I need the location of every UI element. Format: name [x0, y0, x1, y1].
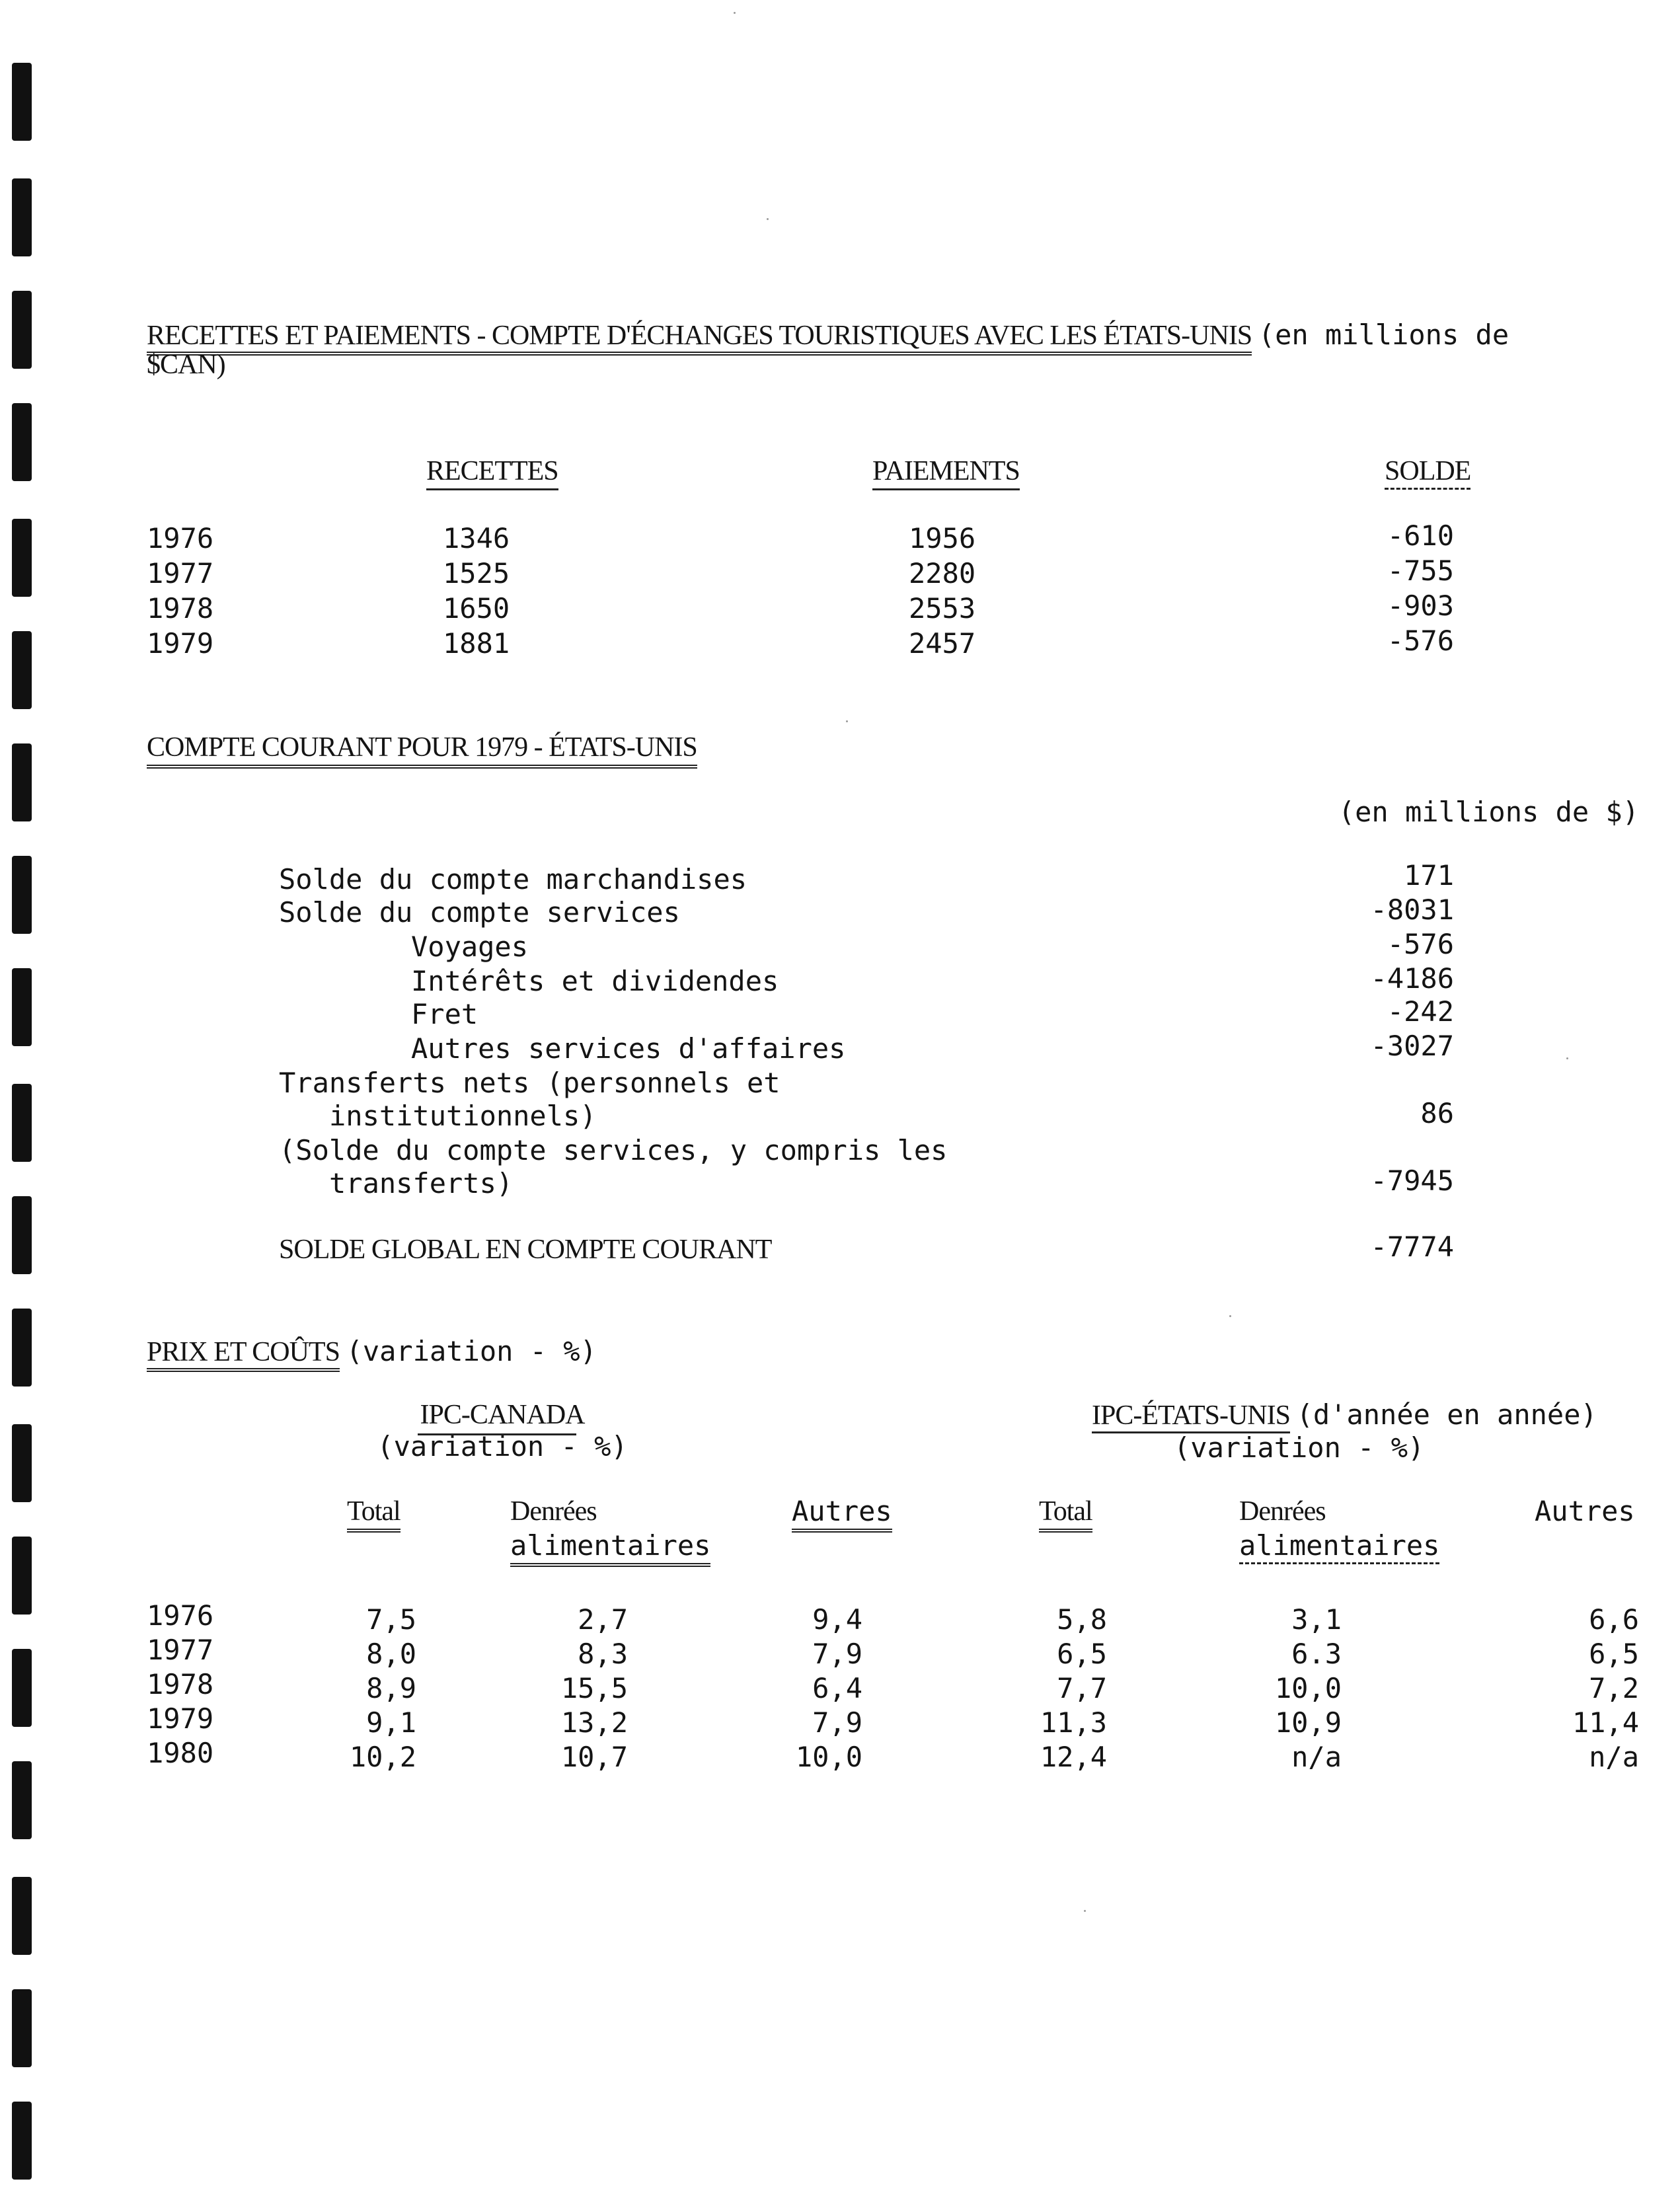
solde-value: -576: [1387, 625, 1454, 657]
us-denrees-value: 3,1: [1291, 1603, 1342, 1636]
scan-speck: [1566, 1057, 1568, 1059]
row-year: 1979: [147, 627, 214, 660]
binder-hole-mark: [12, 1196, 32, 1274]
paiements-value: 2457: [909, 627, 976, 660]
binder-hole-mark: [12, 291, 32, 369]
group-ipc-canada: [357, 1398, 648, 1463]
col-header-autres-ca: Autres: [792, 1495, 892, 1533]
scan-speck: [1229, 1315, 1231, 1317]
ca-denrees-value: 2,7: [578, 1603, 628, 1636]
binder-hole-mark: [12, 519, 32, 597]
us-autres-value: 7,2: [1589, 1672, 1639, 1704]
ca-total-value: 8,0: [366, 1638, 416, 1670]
ca-denrees-value: 8,3: [578, 1638, 628, 1670]
list-item-value: -3027: [1370, 1030, 1454, 1062]
us-autres-value: 11,4: [1572, 1706, 1639, 1739]
col-header-alimentaires-ca: alimentaires: [510, 1529, 710, 1567]
ca-autres-value: 7,9: [812, 1706, 862, 1739]
binder-hole-mark: [12, 1761, 32, 1839]
us-total-value: 6,5: [1057, 1638, 1107, 1670]
row-year: 1977: [147, 1634, 214, 1666]
scan-speck: [1084, 1910, 1086, 1912]
scan-speck: [734, 12, 736, 14]
list-item-label: Solde du compte services: [279, 896, 680, 929]
list-item-label: (Solde du compte services, y compris les: [279, 1134, 948, 1166]
us-autres-value: 6,5: [1589, 1638, 1639, 1670]
us-denrees-value: 6.3: [1291, 1638, 1342, 1670]
row-year: 1976: [147, 1599, 214, 1632]
list-item-value: -242: [1387, 995, 1454, 1028]
us-total-value: 12,4: [1040, 1741, 1107, 1773]
section2-unit: (en millions de $): [1338, 796, 1639, 828]
ca-denrees-value: 10,7: [560, 1741, 628, 1773]
ca-total-value: 9,1: [366, 1706, 416, 1739]
recettes-value: 1346: [443, 522, 510, 554]
us-total-value: 5,8: [1057, 1603, 1107, 1636]
row-year: 1980: [147, 1737, 214, 1769]
binder-hole-mark: [12, 403, 32, 481]
solde-value: -755: [1387, 554, 1454, 587]
col-header-solde: SOLDE: [1385, 455, 1470, 490]
group-ipc-us-title: IPC-ÉTATS-UNIS: [1092, 1400, 1290, 1433]
binder-hole-mark: [12, 1424, 32, 1502]
binder-hole-mark: [12, 1537, 32, 1615]
list-item-value: -576: [1387, 928, 1454, 960]
list-item-label: Fret: [411, 998, 478, 1030]
row-year: 1979: [147, 1702, 214, 1735]
binder-hole-mark: [12, 178, 32, 256]
group-ipc-us-subtitle: (variation - %): [1174, 1431, 1425, 1464]
row-year: 1978: [147, 1668, 214, 1700]
us-total-value: 7,7: [1057, 1672, 1107, 1704]
binder-hole-mark: [12, 2102, 32, 2180]
ca-total-value: 10,2: [349, 1741, 416, 1773]
group-ipc-canada-title: IPC-CANADA: [420, 1400, 585, 1430]
list-item-label: Voyages: [411, 931, 529, 963]
binder-hole-mark: [12, 856, 32, 934]
us-total-value: 11,3: [1040, 1706, 1107, 1739]
col-header-alimentaires-us: alimentaires: [1239, 1529, 1439, 1564]
binder-hole-mark: [12, 631, 32, 709]
us-denrees-value: n/a: [1291, 1741, 1342, 1773]
list-item-value: 86: [1420, 1097, 1454, 1129]
list-item-label: Autres services d'affaires: [411, 1032, 846, 1065]
section1-title-suffix: (en millions de: [1258, 319, 1509, 351]
recettes-value: 1525: [443, 557, 510, 590]
section3-title: [147, 1335, 597, 1369]
row-year: 1977: [147, 557, 214, 590]
col-header-denrees-ca: Denrées: [510, 1496, 597, 1527]
col-header-total-us: Total: [1039, 1495, 1092, 1533]
list-item-value: -4186: [1370, 962, 1454, 995]
binder-hole-mark: [12, 1649, 32, 1727]
binder-hole-mark: [12, 1084, 32, 1162]
group-ipc-us: [1092, 1398, 1597, 1432]
paiements-value: 1956: [909, 522, 976, 554]
binder-hole-mark: [12, 1877, 32, 1955]
binder-hole-mark: [12, 1309, 32, 1387]
list-item-value: -8031: [1370, 894, 1454, 926]
binder-hole-mark: [12, 968, 32, 1046]
us-denrees-value: 10,9: [1274, 1706, 1342, 1739]
list-item-label: Solde du compte marchandises: [279, 863, 747, 895]
list-item-value: -7945: [1370, 1164, 1454, 1197]
group-ipc-canada-subtitle: (variation - %): [377, 1430, 628, 1463]
col-header-recettes: RECETTES: [426, 455, 558, 490]
binder-hole-mark: [12, 63, 32, 141]
solde-value: -903: [1387, 590, 1454, 622]
row-year: 1976: [147, 522, 214, 554]
section1-title: [147, 319, 1509, 352]
list-item-value: 171: [1404, 859, 1454, 892]
ca-autres-value: 10,0: [795, 1741, 862, 1773]
paiements-value: 2553: [909, 592, 976, 625]
list-item-label: Transferts nets (personnels et: [279, 1067, 781, 1099]
col-header-paiements: PAIEMENTS: [872, 455, 1020, 490]
solde-value: -610: [1387, 519, 1454, 552]
row-year: 1978: [147, 592, 214, 625]
ca-denrees-value: 15,5: [560, 1672, 628, 1704]
recettes-value: 1881: [443, 627, 510, 660]
section3-title-underlined: PRIX ET COÛTS: [147, 1337, 340, 1372]
section3-title-suffix: (variation - %): [346, 1335, 597, 1367]
col-header-denrees-us: Denrées: [1239, 1496, 1326, 1527]
ca-total-value: 7,5: [366, 1603, 416, 1636]
binder-hole-mark: [12, 743, 32, 821]
group-ipc-us-suffix: (d'année en année): [1296, 1398, 1597, 1431]
scan-speck: [846, 720, 848, 722]
section1-title-line2: $CAN): [147, 350, 225, 380]
ca-autres-value: 6,4: [812, 1672, 862, 1704]
col-header-total-ca: Total: [347, 1495, 401, 1533]
us-denrees-value: 10,0: [1274, 1672, 1342, 1704]
ca-total-value: 8,9: [366, 1672, 416, 1704]
scan-speck: [767, 218, 769, 220]
list-item-label: SOLDE GLOBAL EN COMPTE COURANT: [279, 1235, 772, 1265]
recettes-value: 1650: [443, 592, 510, 625]
us-autres-value: 6,6: [1589, 1603, 1639, 1636]
list-item-label: transferts): [329, 1167, 514, 1199]
list-item-value: -7774: [1370, 1231, 1454, 1263]
us-autres-value: n/a: [1589, 1741, 1639, 1773]
col-header-autres-us: Autres: [1535, 1495, 1635, 1527]
list-item-label: institutionnels): [329, 1100, 597, 1132]
list-item-label: Intérêts et dividendes: [411, 965, 779, 997]
binder-hole-mark: [12, 1989, 32, 2067]
ca-autres-value: 9,4: [812, 1603, 862, 1636]
paiements-value: 2280: [909, 557, 976, 590]
section2-title: COMPTE COURANT POUR 1979 - ÉTATS-UNIS: [147, 731, 697, 769]
section1-title-underlined: RECETTES ET PAIEMENTS - COMPTE D'ÉCHANGES TOURISTIQUES AVEC LES ÉTATS-UNIS: [147, 321, 1252, 356]
ca-denrees-value: 13,2: [560, 1706, 628, 1739]
ca-autres-value: 7,9: [812, 1638, 862, 1670]
group-ipc-canada-rule: [418, 1433, 576, 1435]
